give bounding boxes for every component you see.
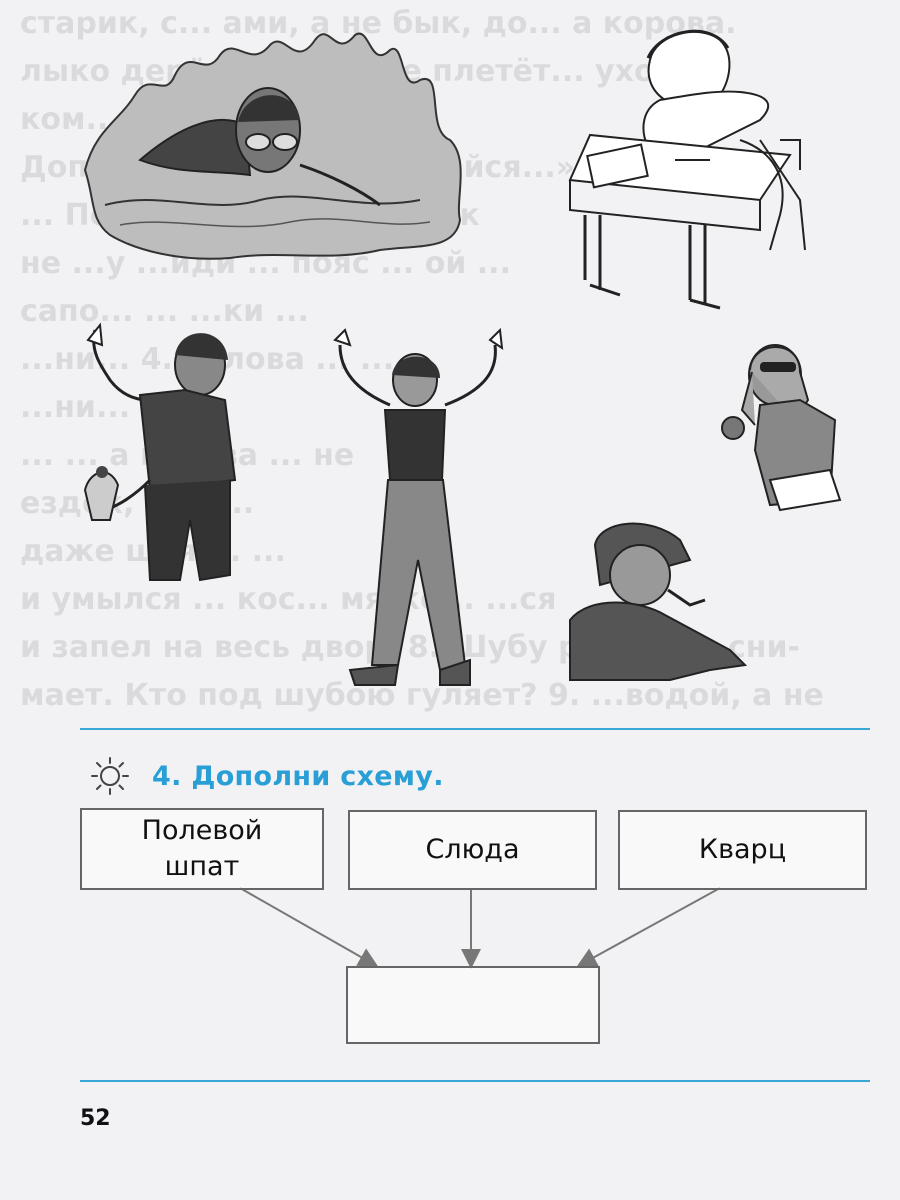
- scheme-answer-box[interactable]: [346, 966, 600, 1044]
- bleed-line: и умылся ... кос... мягко... ...ся: [20, 582, 557, 617]
- scheme-box-quartz: [618, 810, 867, 890]
- page-number: 52: [80, 1106, 111, 1131]
- bleed-line: ...ни... 4. Голова ... ...: [20, 342, 395, 377]
- bleed-line: лыко плетёт... ухо,: [20, 54, 666, 89]
- arrow-from-quartz: [580, 888, 720, 965]
- scheme-box-mica: [348, 810, 597, 890]
- scheme-box-quartz-label: Кварц: [698, 834, 787, 865]
- scheme-box-mica-label: Слюда: [425, 834, 520, 865]
- bleed-line: ком...: [20, 102, 120, 137]
- bleed-line: сапо... ... ...ки ...: [20, 294, 309, 329]
- arrow-from-feldspar: [240, 888, 375, 965]
- bleed-line: ...: [20, 198, 55, 233]
- bleed-line: старик, с... ами, а не бык, до... а корова.: [20, 6, 737, 41]
- bleed-line: не ...у ...иди ... пояс ... ой ...: [20, 246, 511, 281]
- bleed-line: и запел на весь двор. 8. Шубу раз в год сни-: [20, 630, 800, 665]
- bleed-line: мает. Кто под шубою гуляет? 9. ...водой, а не: [20, 678, 824, 713]
- bleed-line: ... ... а ... не: [20, 438, 355, 473]
- bleed-line: даже ...: [20, 534, 286, 569]
- scheme-box-feldspar-label: Полевой шпат: [141, 815, 263, 882]
- scheme-box-feldspar: [80, 808, 324, 890]
- bleed-line: ездок, а ... ...: [20, 486, 255, 521]
- bleed-line: ...ни... ...: [20, 390, 175, 425]
- task-title: 4. Дополни схему.: [152, 760, 444, 792]
